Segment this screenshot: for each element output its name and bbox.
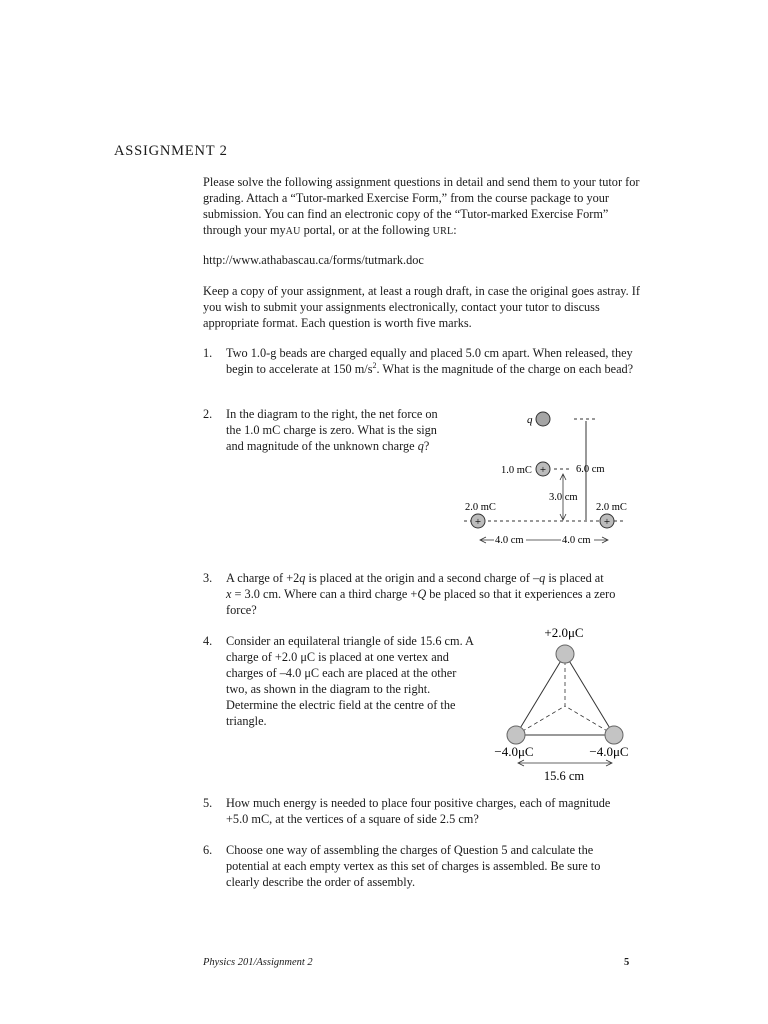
q2-line-3 (226, 438, 466, 454)
q3-line-2 (226, 586, 646, 602)
q4-line-1: Consider an equilateral triangle of side 15.6 cm. A (226, 634, 474, 648)
q5-line-1: How much energy is needed to place four positive charges, each of magnitude (226, 796, 611, 810)
charge-diagram-q2 (440, 400, 660, 560)
triangle-diagram-q4 (478, 620, 650, 788)
q4-line-3: charges of –4.0 μC each are placed at the other (226, 666, 457, 680)
question-6-text (226, 842, 646, 890)
question-5-text (226, 795, 646, 827)
question-4-number: 4. (203, 634, 213, 648)
q2-var-q: q (417, 439, 424, 453)
q1-superscript: 2 (372, 360, 377, 370)
q1-text-b: . What is the magnitude of the charge on each bead? (376, 362, 634, 376)
charge-left-plus: + (474, 516, 482, 528)
intro-text-c: : (453, 223, 457, 237)
q3-l1-a: A charge of +2 (226, 571, 300, 585)
q3-line-1 (226, 570, 646, 586)
intro-text-b: portal, or at the following (300, 223, 433, 237)
dist-4cm-right-label: 4.0 cm (562, 535, 591, 546)
right-charge-circle (605, 726, 623, 744)
tri-side-right (565, 654, 614, 735)
question-3-number: 3. (203, 571, 213, 585)
footer-page-number: 5 (624, 957, 630, 968)
left-charge-circle (507, 726, 525, 744)
left-charge-label: −4.0μC (494, 744, 534, 759)
intro-paragraph-2: Keep a copy of your assignment, at least a rough draft, in case the original goes astray. If you wish to submit your assignments electronically, contact your tutor to discuss appropriate format. Each question is worth five marks. (203, 284, 640, 330)
dist-6cm-label: 6.0 cm (576, 464, 605, 475)
assignment-heading: ASSIGNMENT 2 (114, 143, 228, 159)
q5-line-2: +5.0 mC, at the vertices of a square of side 2.5 cm? (226, 812, 479, 826)
intro-url-word: URL (432, 226, 454, 237)
q3-var-x: x (226, 587, 232, 601)
top-charge-label: +2.0μC (544, 625, 584, 640)
q2-line-3-b: ? (423, 439, 430, 453)
charge-right-plus: + (603, 516, 611, 528)
question-3-text (226, 570, 646, 618)
question-2-number: 2. (203, 407, 213, 421)
intro-text-a: Please solve the following assignment questions in detail and send them to your tutor for grading. Attach a “Tutor-marked Exercise Form,” from the course package to your submission. You can find an electronic copy of the “Tutor-marked Exercise Form” through your my (203, 175, 640, 237)
q3-var-q1: q (299, 571, 306, 585)
question-2-text (226, 406, 466, 454)
q3-l1-c: is placed at (545, 571, 604, 585)
q4-line-6: triangle. (226, 714, 267, 728)
tri-side-left (516, 654, 565, 735)
question-1-text (226, 345, 636, 377)
q6-line-1: Choose one way of assembling the charges of Question 5 and calculate the (226, 843, 594, 857)
charge-q-label: q (527, 414, 533, 426)
question-1-number: 1. (203, 346, 213, 360)
charge-left-label: 2.0 mC (465, 502, 496, 513)
q4-line-4: two, as shown in the diagram to the right. (226, 682, 431, 696)
question-6-number: 6. (203, 843, 213, 857)
q3-line-3: force? (226, 603, 257, 617)
q3-var-Q: Q (417, 587, 427, 601)
question-5-number: 5. (203, 796, 213, 810)
q4-line-5: Determine the electric field at the centre of the (226, 698, 456, 712)
intro-au: AU (285, 226, 301, 237)
q2-line-3-a: and magnitude of the unknown charge (226, 439, 418, 453)
q3-l1-b: is placed at the origin and a second charge of – (305, 571, 540, 585)
charge-1mc-plus: + (539, 464, 547, 476)
dist-3cm-label: 3.0 cm (549, 492, 578, 503)
q2-line-1: In the diagram to the right, the net force on (226, 407, 438, 421)
q6-line-2: potential at each empty vertex as this set of charges is assembled. Be sure to (226, 859, 601, 873)
question-4-text (226, 633, 496, 729)
intro-paragraph-1 (203, 174, 643, 240)
charge-q-circle (536, 412, 550, 426)
dist-4cm-left-label: 4.0 cm (495, 535, 524, 546)
q2-line-2: the 1.0 mC charge is zero. What is the sign (226, 423, 437, 437)
q3-var-q2: q (539, 571, 546, 585)
q3-l2-b: be placed so that it experiences a zero (426, 587, 616, 601)
right-charge-label: −4.0μC (589, 744, 629, 759)
q3-l2-a: = 3.0 cm. Where can a third charge + (231, 587, 418, 601)
charge-1mc-label: 1.0 mC (501, 465, 532, 476)
q6-line-3: clearly describe the order of assembly. (226, 875, 416, 889)
footer-course: Physics 201/Assignment 2 (203, 957, 313, 968)
side-length-label: 15.6 cm (543, 769, 585, 783)
form-url: http://www.athabascau.ca/forms/tutmark.doc (203, 253, 424, 267)
q1-text-a: Two 1.0-g beads are charged equally and placed 5.0 cm apart. When released, they begin to accelerate at 150 m/s (226, 346, 633, 376)
q4-line-2: charge of +2.0 μC is placed at one vertex and (226, 650, 449, 664)
charge-right-label: 2.0 mC (596, 502, 627, 513)
top-charge-circle (556, 645, 574, 663)
